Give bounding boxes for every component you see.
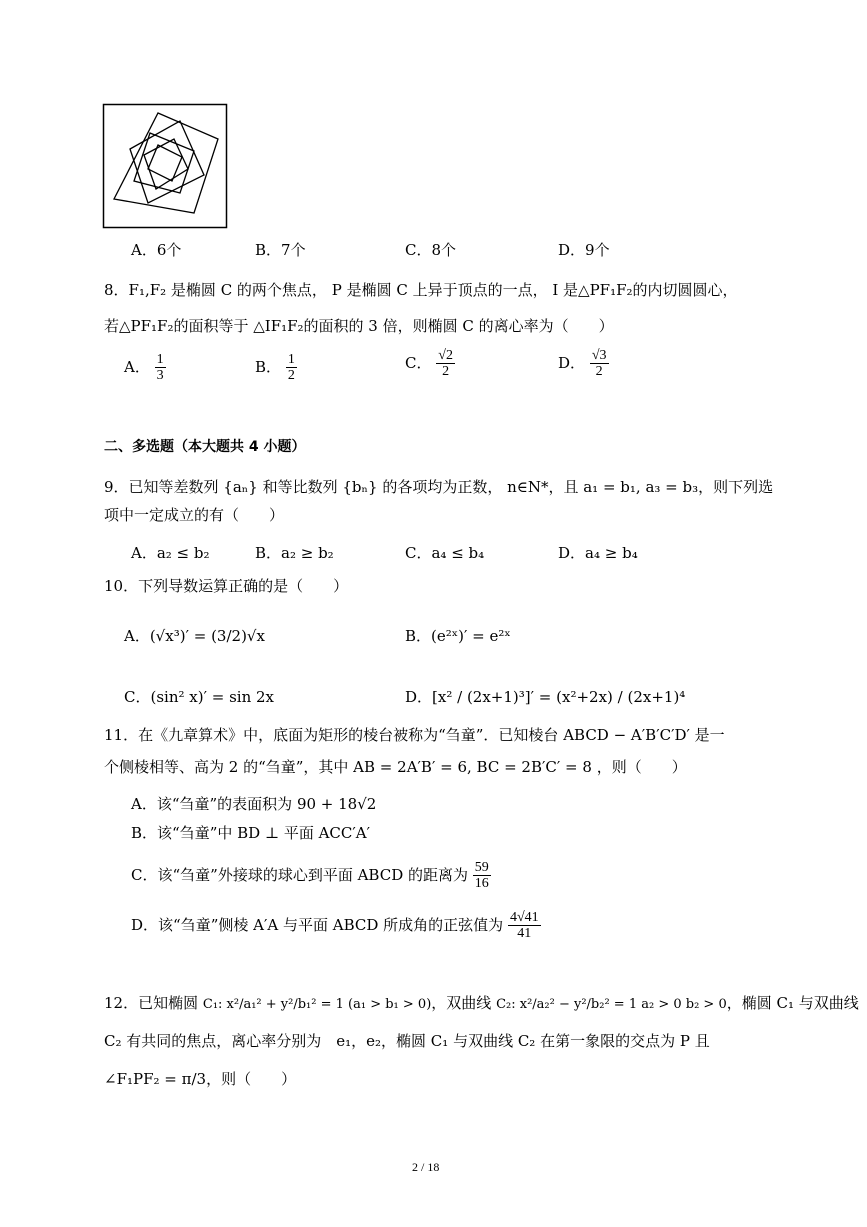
q10-option-b: B．(e²ˣ)′ = e²ˣ xyxy=(405,627,511,645)
q8-option-d: D． $\frac{√3}{2}$ xyxy=(558,348,607,380)
q7-option-a: A．6个 xyxy=(131,241,182,259)
q9-stem-line2: 项中一定成立的有（ ） xyxy=(104,506,285,524)
q12-stem-line2: C₂ 有共同的焦点，离心率分别为 e₁，e₂，椭圆 C₁ 与双曲线 C₂ 在第一象限的交点为 P 且 xyxy=(104,1032,710,1050)
q8-stem-line2: 若△PF₁F₂的面积等于 △IF₁F₂的面积的 3 倍，则椭圆 C 的离心率为（ ） xyxy=(104,317,614,335)
q7-option-c: C．8个 xyxy=(405,241,457,259)
q8-option-a: A． $\frac{1}{3}$ xyxy=(124,352,164,384)
q11-option-d: D．该“刍童”侧棱 A′A 与平面 ABCD 所成角的正弦值为 $\frac{4√41}{41}$ xyxy=(131,910,539,942)
q9-option-b: B．a₂ ≥ b₂ xyxy=(255,544,334,562)
q9-option-d: D．a₄ ≥ b₄ xyxy=(558,544,638,562)
section-title-multi-choice: 二、多选题（本大题共 4 小题） xyxy=(104,439,306,455)
q10-option-a: A．(√x³)′ = (3/2)√x xyxy=(124,627,265,645)
q11-option-a: A．该“刍童”的表面积为 90 + 18√2 xyxy=(131,795,377,813)
q8-option-c: C． $\frac{√2}{2}$ xyxy=(405,348,453,380)
nested-squares-figure xyxy=(102,103,228,229)
q8-stem-line1: 8．F₁,F₂ 是椭圆 C 的两个焦点， P 是椭圆 C 上异于顶点的一点， I 是△PF₁F₂的内切圆圆心， xyxy=(104,281,738,299)
q10-stem: 10．下列导数运算正确的是（ ） xyxy=(104,577,349,595)
q7-option-d: D．9个 xyxy=(558,241,610,259)
q12-stem-line3: ∠F₁PF₂ = π/3，则（ ） xyxy=(104,1070,297,1088)
q10-option-c: C．(sin² x)′ = sin 2x xyxy=(124,688,275,706)
q12-stem-line1: 12．已知椭圆 C₁: x²/a₁² + y²/b₁² = 1 (a₁ > b₁ > 0)，双曲线 C₂: x²/a₂² − y²/b₂² = 1 a₂ > 0 b₂ > 0，椭圆 C₁ 与双曲线 xyxy=(104,994,859,1012)
q8-option-b: B． $\frac{1}{2}$ xyxy=(255,352,295,384)
q10-option-d: D．[x² / (2x+1)³]′ = (x²+2x) / (2x+1)⁴ xyxy=(405,688,686,706)
q9-option-c: C．a₄ ≤ b₄ xyxy=(405,544,485,562)
q11-option-b: B．该“刍童”中 BD ⊥ 平面 ACC′A′ xyxy=(131,824,371,842)
q11-stem-line1: 11．在《九章算术》中，底面为矩形的棱台被称为“刍童”．已知棱台 ABCD − A′B′C′D′ 是一 xyxy=(104,726,725,744)
q9-stem-line1: 9．已知等差数列 {aₙ} 和等比数列 {bₙ} 的各项均为正数， n∈N*，且 a₁ = b₁, a₃ = b₃，则下列选 xyxy=(104,478,774,496)
q9-option-a: A．a₂ ≤ b₂ xyxy=(131,544,210,562)
q11-option-c: C．该“刍童”外接球的球心到平面 ABCD 的距离为 $\frac{59}{16}$ xyxy=(131,860,489,892)
q11-stem-line2: 个侧棱相等、高为 2 的“刍童”，其中 AB = 2A′B′ = 6, BC = 2B′C′ = 8 ，则（ ） xyxy=(104,758,687,776)
q7-option-b: B．7个 xyxy=(255,241,306,259)
page-number: 2 / 18 xyxy=(412,1160,440,1174)
